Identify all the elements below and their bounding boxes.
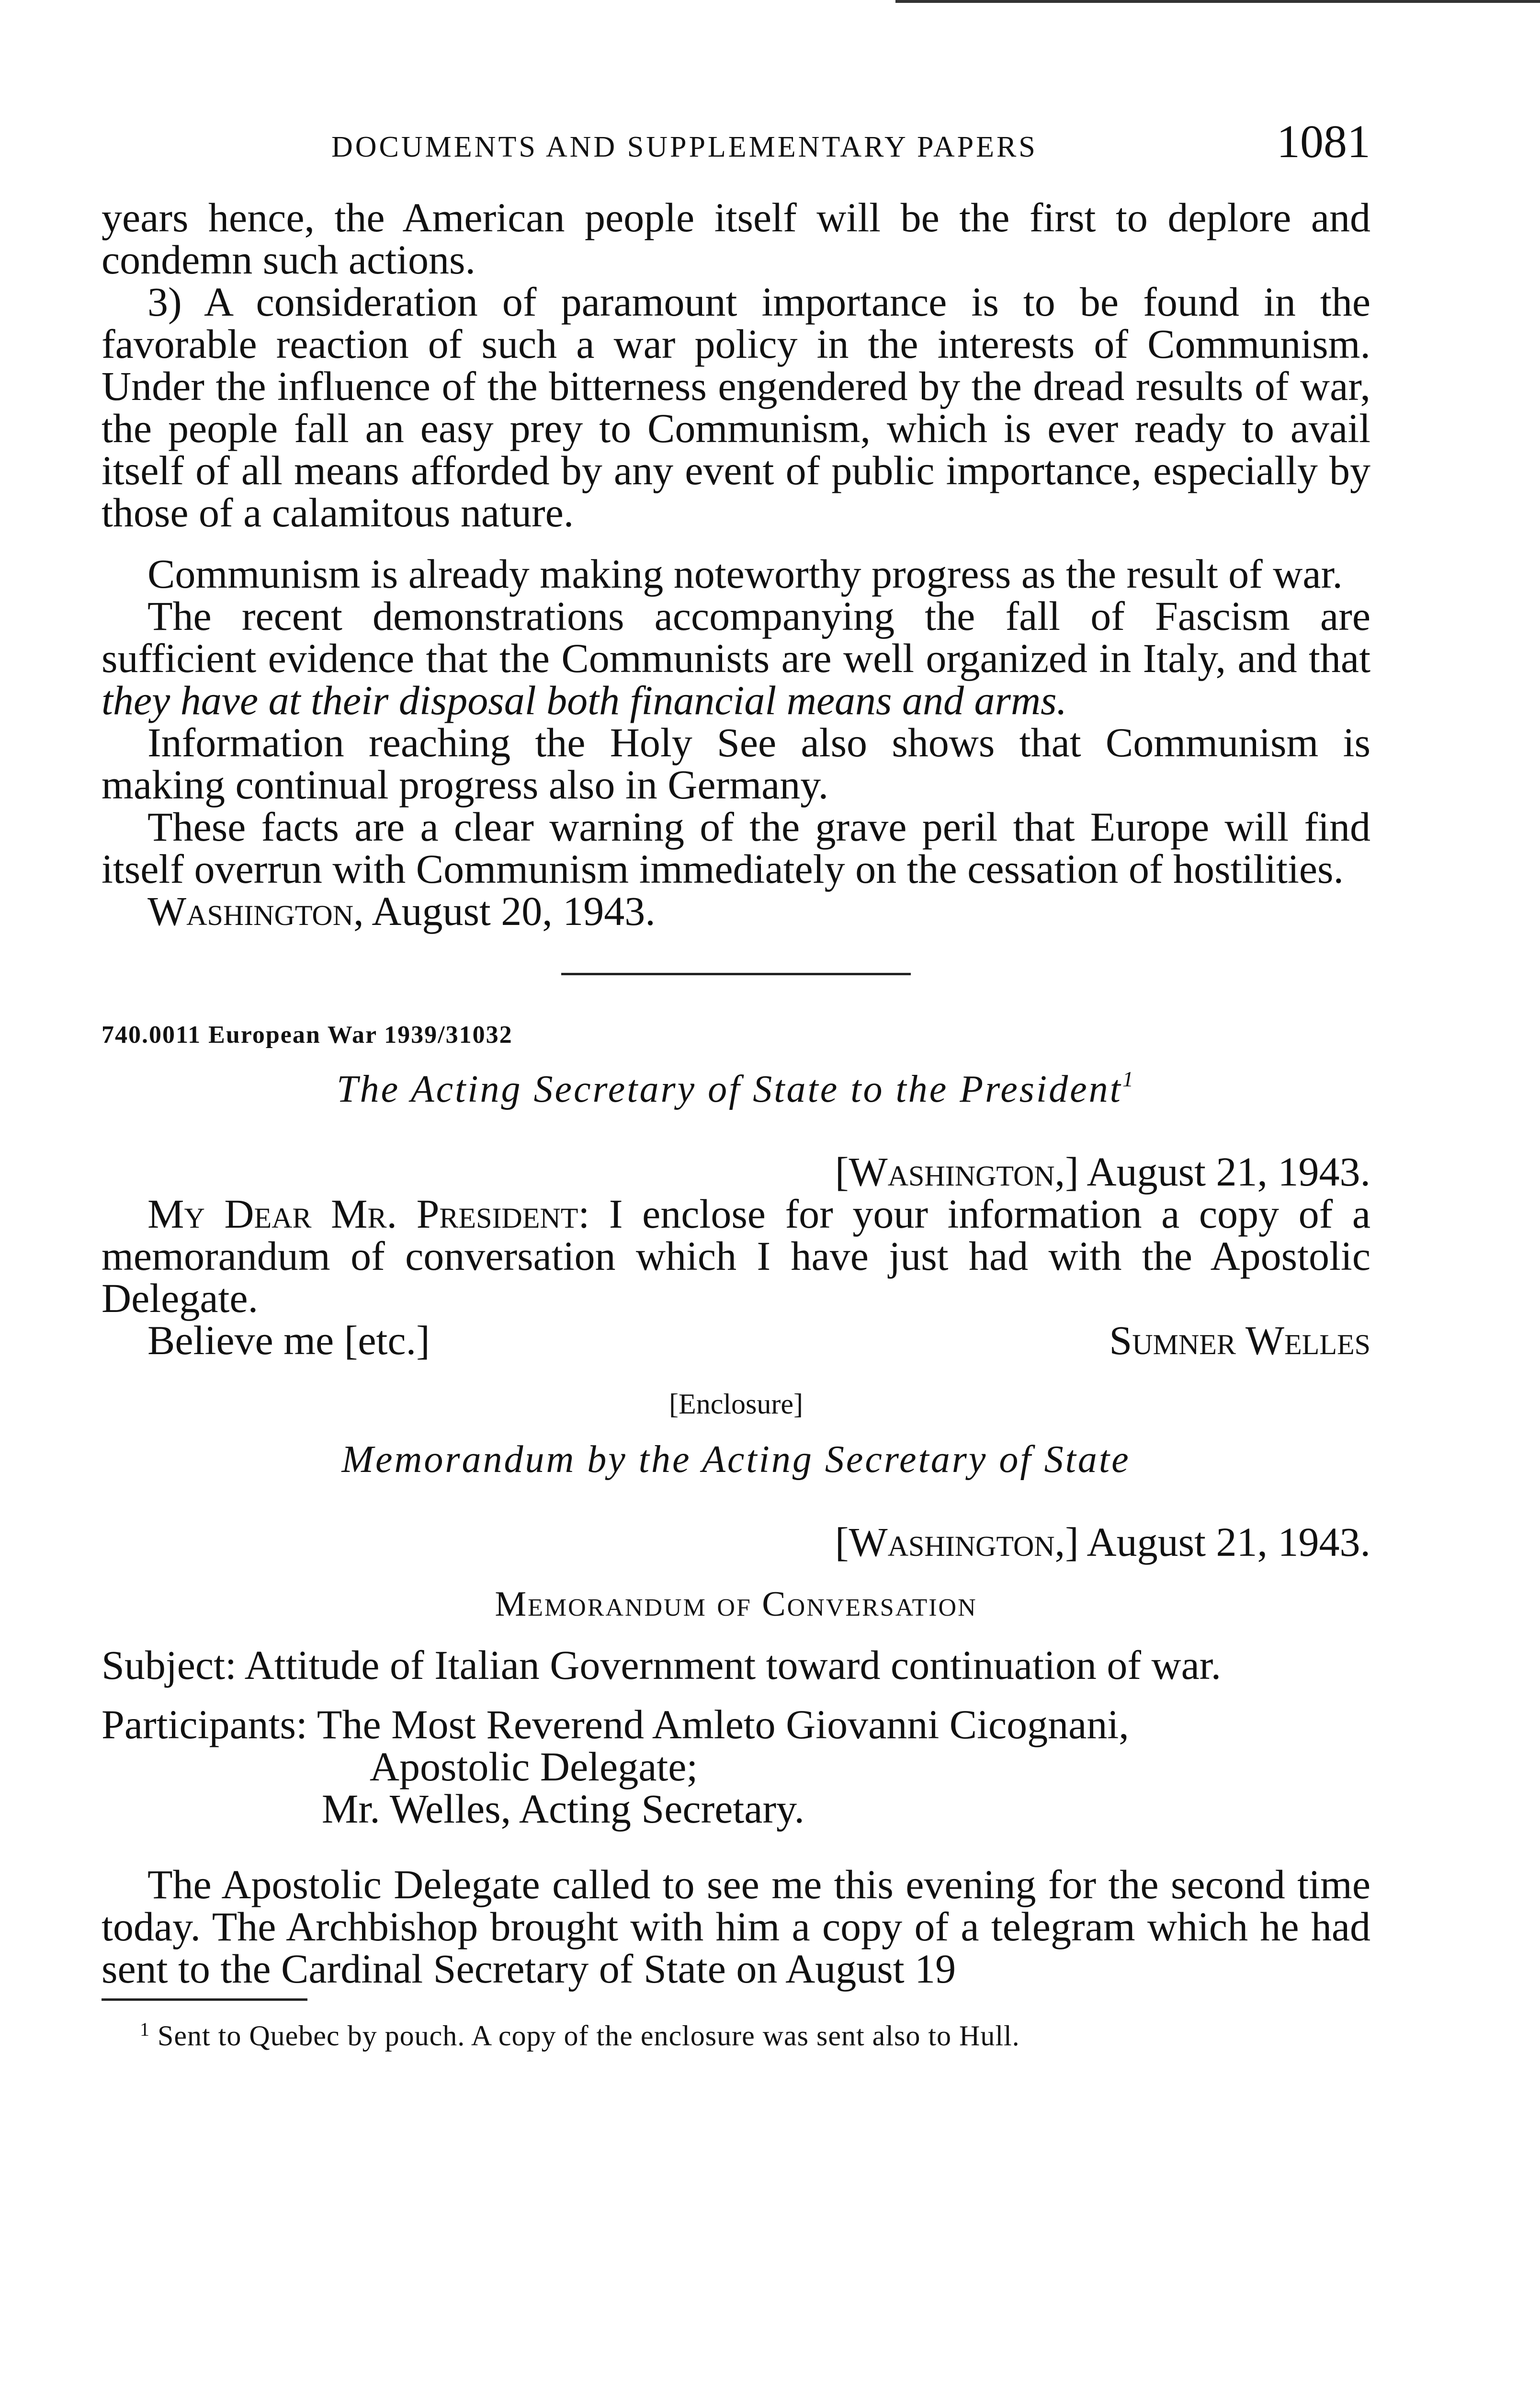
- running-head: DOCUMENTS AND SUPPLEMENTARY PAPERS: [331, 131, 1038, 163]
- dateline-1-place: Washington,: [147, 888, 364, 934]
- dateline-3-date: August 21, 1943.: [1087, 1519, 1370, 1565]
- page-number: 1081: [1277, 116, 1370, 168]
- letter-body-text: I enclose for your information a copy of a memorandum of conversation which I have just had with the Apostolic Delegate.: [102, 1191, 1370, 1321]
- memo-heading: Memorandum of Conversation: [495, 1585, 977, 1624]
- dateline-1-date: August 20, 1943.: [372, 888, 656, 934]
- paragraph-continuation: years hence, the American people itself will be the first to deplore and condemn such actions.: [102, 194, 1370, 283]
- paragraph-fascism-text: The recent demonstrations accompanying the fall of Fascism are sufficient evidence that the Communists are well organized in Italy, and that: [102, 593, 1370, 681]
- footnote-divider: [102, 1998, 307, 2001]
- enclosure-title: Memorandum by the Acting Secretary of State: [341, 1438, 1131, 1481]
- page-header: [102, 115, 1370, 196]
- participant-2: Mr. Welles, Acting Secretary.: [321, 1786, 805, 1832]
- dateline-1: [102, 890, 1370, 932]
- enclosure-label: [Enclosure]: [669, 1388, 803, 1420]
- paragraph-germany: Information reaching the Holy See also shows that Communism is making continual progress also in Germany.: [102, 719, 1370, 808]
- closing-row: [102, 1319, 1370, 1361]
- document-title-text: The Acting Secretary of State to the President: [337, 1068, 1122, 1110]
- document-page: [102, 115, 1370, 2053]
- paragraph-fascism-emphasis: they have at their disposal both financial means and arms.: [102, 677, 1067, 723]
- paragraph-communism-progress: Communism is already making noteworthy progress as the result of war.: [147, 551, 1343, 597]
- participants-list: [307, 1703, 1370, 1830]
- dateline-2-place: [Washington,]: [835, 1149, 1079, 1195]
- signature: Sumner Welles: [1109, 1317, 1370, 1363]
- salutation: My Dear Mr. President:: [147, 1191, 590, 1237]
- dateline-2: [102, 1151, 1370, 1193]
- memo-body: The Apostolic Delegate called to see me this evening for the second time today. The Archbishop brought with him a copy of a telegram which he had sent to the Cardinal Secretary of State on August 19: [102, 1861, 1370, 1992]
- participant-1: The Most Reverend Amleto Giovanni Cicognani,: [317, 1701, 1129, 1747]
- dateline-2-date: August 21, 1943.: [1087, 1149, 1370, 1195]
- document-title: [102, 1066, 1370, 1111]
- dateline-3-place: [Washington,]: [835, 1519, 1079, 1565]
- participant-1-title: Apostolic Delegate;: [369, 1744, 698, 1790]
- file-number: 740.0011 European War 1939/31032: [102, 1021, 513, 1049]
- participants-label: Participants:: [102, 1701, 307, 1747]
- subject-label: Subject:: [102, 1642, 237, 1688]
- paragraph-point-3: 3) A consideration of paramount importance is to be found in the favorable reaction of such a war policy in the interests of Communism. Under the influence of the bitterness engendered by the dread results of war, the people fall an easy prey to Communism, which is ever ready to avail itself of all means afforded by any event of public importance, especially by those of a calamitous nature.: [102, 279, 1370, 536]
- subject-text: Attitude of Italian Government toward continuation of war.: [244, 1642, 1222, 1688]
- paragraph-warning: These facts are a clear warning of the grave peril that Europe will find itself overrun with Communism immediately on the cessation of hostilities.: [102, 804, 1370, 892]
- paragraph-fascism: [102, 595, 1370, 721]
- letter-body: [102, 1193, 1370, 1319]
- footnote-text: Sent to Quebec by pouch. A copy of the enclosure was sent also to Hull.: [158, 2020, 1020, 2052]
- subject-line: [102, 1644, 1370, 1686]
- dateline-3: [102, 1521, 1370, 1563]
- top-edge-rule: [895, 0, 1540, 3]
- footnote: [102, 2018, 1370, 2053]
- footnote-reference: 1: [1122, 1067, 1135, 1091]
- participants-block: [102, 1703, 1370, 1830]
- footnote-mark: 1: [140, 2019, 150, 2040]
- section-divider: [561, 973, 911, 975]
- closing: Believe me [etc.]: [147, 1317, 430, 1363]
